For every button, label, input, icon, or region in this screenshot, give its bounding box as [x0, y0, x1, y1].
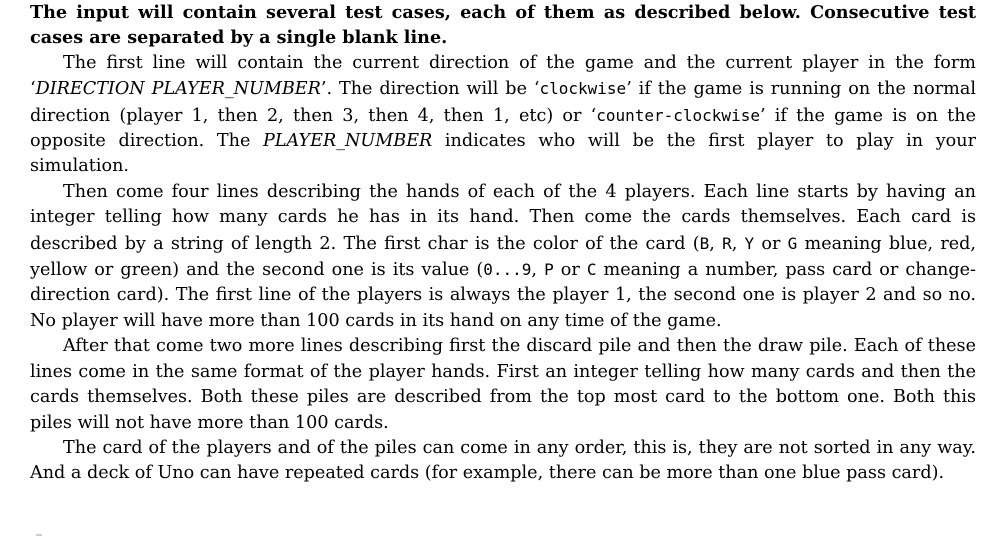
text-run: or: [754, 233, 788, 254]
math-player-number: PLAYER_NUMBER: [263, 131, 433, 152]
problem-input-section: [30, 0, 976, 487]
code-color-b: B: [699, 233, 710, 253]
text-run: The first line will contain the current direction of the game and the current player in the form ‘: [30, 52, 976, 100]
text-run: meaning a number, pass card or change-direction card). The first line of the players is always the player 1, the second one is player 2 and so no. No player will have more than 100 cards in its hand on any time of the game.: [30, 260, 976, 331]
math-direction-player-number: DIRECTION PLAYER_NUMBER: [35, 79, 321, 100]
code-color-g: G: [787, 233, 798, 253]
code-color-y: Y: [744, 233, 755, 253]
code-value-range: 0...9: [483, 260, 532, 280]
paragraph-card-order: The card of the players and of the piles can come in any order, this is, they are not sorted in any way. And a deck of Uno can have repeated cards (for example, there can be more than one blue pass card).: [30, 437, 976, 484]
text-run: indicates who will be the first player to play in your simulation.: [30, 131, 976, 177]
text-run: meaning blue, red, yellow or green) and the second one is its value (: [30, 233, 976, 281]
text-run: ,: [709, 233, 723, 254]
text-run: ’. The direction will be ‘: [320, 79, 540, 100]
paragraph-player-hands: [30, 180, 976, 334]
code-value-c: C: [586, 260, 597, 280]
input-intro: The input will contain several test cases, each of them as described below. Consecutive test cases are separated by a single blank line.: [30, 2, 976, 49]
text-run: ,: [531, 260, 545, 281]
text-run: ,: [731, 233, 745, 254]
paragraph-first-line-format: [30, 51, 976, 180]
text-run: Then come four lines describing the hands of each of the 4 players. Each line starts by having an integer telling how many cards he has in its hand. Then come the cards themselves. Each card is described by a string of length 2. The first char is the color of the card (: [30, 181, 976, 254]
text-run: or: [553, 260, 587, 281]
code-value-p: P: [544, 260, 554, 280]
code-counter-clockwise: counter-clockwise: [596, 105, 760, 125]
page-edge-mark: [36, 534, 42, 536]
paragraph-piles: After that come two more lines describing first the discard pile and then the draw pile. Each of these lines come in the same format of the player hands. First an integer telling how many cards and then the cards themselves. Both these piles are described from the top most card to the bottom one. Both this piles will not have more than 100 cards.: [30, 336, 976, 433]
code-color-r: R: [722, 233, 732, 253]
text-run: ’ if the game is on the opposite direction. The: [30, 105, 976, 152]
text-run: ’ if the game is running on the normal direction (player 1, then 2, then 3, then 4, then 1, etc) or ‘: [30, 79, 976, 126]
code-clockwise: clockwise: [539, 79, 627, 99]
